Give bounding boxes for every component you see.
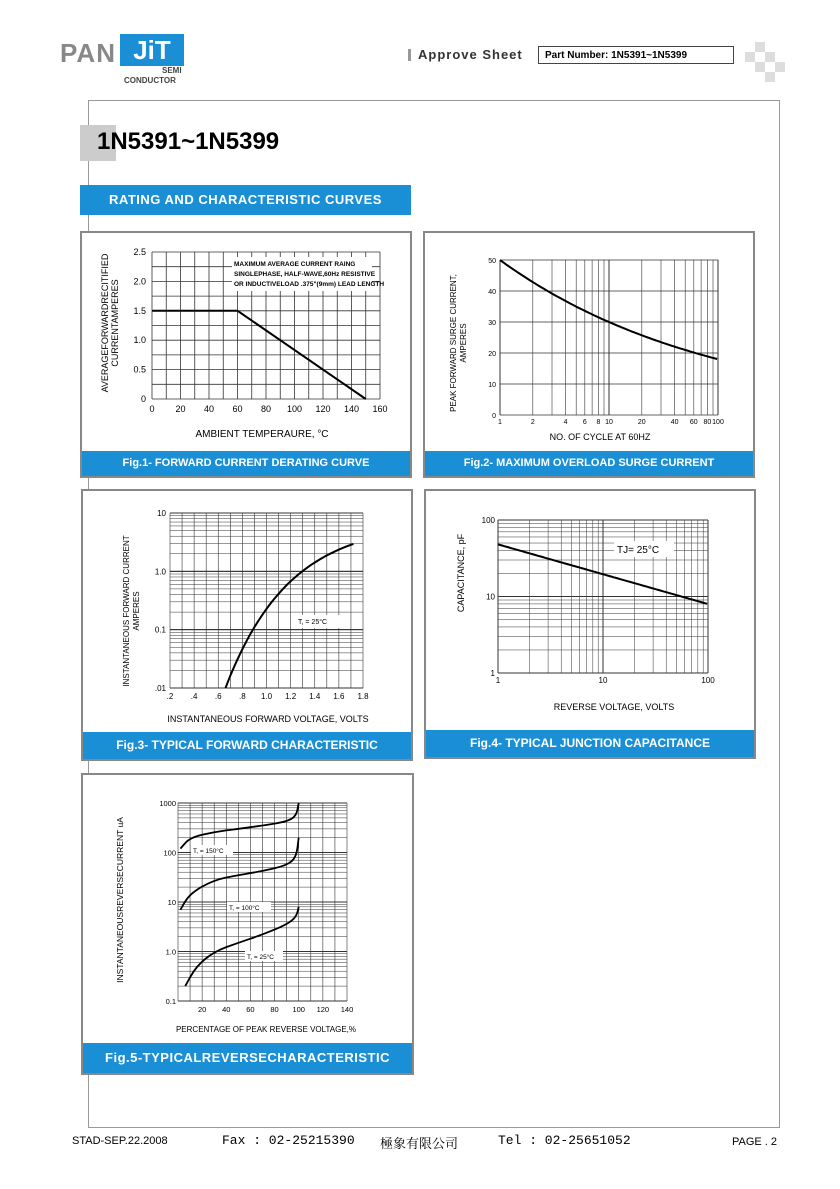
fig5-chart [83, 775, 412, 1045]
fig5-xtick: 20 [197, 1005, 207, 1014]
logo-pan: PAN [60, 38, 116, 68]
fig3-xtick: .4 [190, 692, 198, 701]
fig1-caption: Fig.1- FORWARD CURRENT DERATING CURVE [82, 451, 410, 476]
fig3-xtick: .2 [166, 692, 174, 701]
fig4-ylabel: CAPACITANCE, pF [456, 533, 466, 613]
fig3-caption: Fig.3- TYPICAL FORWARD CHARACTERISTIC [83, 732, 411, 759]
fig3-ylabel: AMPERES [132, 591, 141, 631]
fig2-xtick: 6 [582, 419, 587, 426]
fig1-note-line: OR INDUCTIVELOAD .375"(9mm) LEAD LENGTH [234, 281, 385, 288]
section-header: RATING AND CHARACTERISTIC CURVES [80, 185, 411, 215]
fig2-xtick: 100 [712, 419, 724, 426]
fig5-caption: Fig.5-TYPICALREVERSECHARACTERISTIC [83, 1043, 412, 1073]
fig3-chart [83, 491, 411, 733]
fig5-xtick: 140 [340, 1005, 354, 1014]
fig5-t25-label: T, = 25°C [247, 954, 274, 961]
fig5-ytick: 1000 [159, 799, 176, 808]
fig2-xtick: 20 [637, 419, 646, 426]
fig4-ytick: 10 [486, 592, 495, 602]
fig2-ylabel: PEAK FORWARD SURGE CURRENT, [449, 274, 458, 412]
fig2-xtick: 1 [498, 419, 502, 426]
footer-company: 極象有限公司 [380, 1137, 459, 1152]
fig3-xtick: 1.0 [260, 692, 273, 701]
fig3-panel [81, 489, 413, 761]
fig4-caption: Fig.4- TYPICAL JUNCTION CAPACITANCE [426, 730, 754, 757]
fig1-note-line: SINGLEPHASE, HALF-WAVE,60Hz RESISTIVE [234, 271, 376, 278]
fig3-xtick: .6 [214, 692, 222, 701]
fig1-ytick: 2.0 [133, 276, 146, 287]
fig1-ytick: 1.5 [133, 305, 146, 316]
fig2-chart [425, 233, 753, 453]
logo-conductor: CONDUCTOR [124, 76, 176, 85]
fig5-curve-0 [180, 803, 298, 849]
fig2-ytick: 30 [488, 320, 496, 327]
fig5-xtick: 60 [246, 1005, 255, 1014]
fig5-xtick: 100 [292, 1005, 305, 1014]
fig1-xtick: 60 [232, 404, 243, 414]
approve-bar [408, 49, 411, 61]
footer-doc-id: STAD-SEP.22.2008 [72, 1135, 168, 1147]
fig2-xtick: 8 [596, 419, 601, 426]
page-title: 1N5391~1N5399 [97, 128, 280, 155]
part-number-box: Part Number: 1N5391~1N5399 [538, 46, 734, 64]
fig1-xtick: 100 [286, 404, 303, 414]
logo-jit: JiT [120, 34, 184, 66]
fig5-ytick: 10 [167, 898, 176, 907]
fig2-ytick: 40 [488, 289, 496, 296]
fig3-xtick: 1.8 [357, 692, 369, 701]
fig4-ytick: 1 [490, 669, 495, 678]
fig3-xtick: 1.4 [309, 692, 321, 701]
fig5-xlabel: PERCENTAGE OF PEAK REVERSE VOLTAGE,% [175, 1025, 357, 1034]
fig2-ytick: 10 [488, 382, 496, 389]
fig1-ytick: 0 [140, 394, 146, 404]
fig1-xtick: 160 [372, 404, 388, 414]
fig4-xtick: 100 [701, 676, 715, 685]
fig1-xtick: 20 [175, 404, 186, 414]
fig3-ytick: 0.1 [154, 625, 166, 635]
fig4-xlabel: REVERSE VOLTAGE, VOLTS [553, 702, 675, 712]
fig1-xtick: 40 [203, 404, 215, 414]
fig5-xtick: 40 [222, 1005, 231, 1014]
fig4-ytick: 100 [481, 516, 495, 525]
fig1-xlabel: AMBIENT TEMPERAURE, °C [195, 429, 329, 440]
fig4-xtick: 10 [598, 676, 608, 685]
fig3-ylabel: INSTANTANEOUS FORWARD CURRENT [122, 535, 131, 687]
fig5-ylabel: INSTANTANEOUSREVERSECURRENT uA [115, 817, 125, 983]
fig1-note-line: MAXIMUM AVERAGE CURRENT RAING [234, 261, 356, 268]
fig3-ytick: 10 [157, 509, 166, 518]
footer-page: PAGE . 2 [732, 1136, 778, 1148]
footer-tel: Tel : 02-25651052 [498, 1133, 631, 1148]
fig1-chart [82, 233, 410, 453]
fig1-xtick: 140 [343, 404, 360, 414]
checker-pattern [745, 42, 785, 82]
fig5-ytick: 100 [163, 848, 176, 858]
fig1-xtick: 80 [260, 404, 272, 414]
fig1-ytick: 0.5 [133, 364, 146, 375]
fig2-xtick: 10 [605, 419, 613, 426]
fig4-temp-label: TJ= 25°C [617, 545, 660, 556]
fig3-xtick: 1.2 [285, 692, 297, 701]
fig1-ylabel: CURRENTAMPERES [110, 279, 120, 367]
fig3-ytick: .01 [154, 684, 166, 693]
fig3-xlabel: INSTANTANEOUS FORWARD VOLTAGE, VOLTS [167, 714, 369, 724]
fig2-xtick: 60 [689, 419, 698, 426]
fig2-xtick: 80 [703, 419, 712, 426]
fig2-xtick: 4 [563, 419, 568, 426]
fig1-ytick: 2.5 [133, 247, 146, 257]
fig1-xtick: 120 [315, 404, 331, 414]
logo-semi: SEMI [162, 66, 182, 75]
fig5-ytick: 1.0 [165, 947, 176, 957]
fig3-xtick: .8 [239, 692, 246, 701]
fig2-caption: Fig.2- MAXIMUM OVERLOAD SURGE CURRENT [425, 451, 753, 476]
fig1-panel [80, 231, 412, 478]
fig5-xtick: 120 [316, 1005, 330, 1014]
fig3-xtick: 1.6 [333, 692, 345, 701]
fig5-ytick: 0.1 [165, 997, 176, 1006]
fig2-xlabel: NO. OF CYCLE AT 60HZ [549, 432, 651, 442]
fig4-panel [424, 489, 756, 759]
approve-sheet-label: Approve Sheet [418, 47, 523, 62]
fig1-xtick: 0 [149, 404, 155, 414]
fig5-xtick: 80 [270, 1005, 279, 1014]
fig2-ytick: 20 [488, 351, 496, 358]
fig2-ytick: 0 [492, 413, 496, 420]
fig4-chart [426, 491, 754, 731]
fig5-t100-label: T, = 100°C [229, 905, 260, 912]
fig4-xtick: 1 [495, 676, 501, 685]
fig3-temp-label: T, = 25°C [298, 619, 328, 626]
fig2-ylabel: AMPERES [459, 323, 468, 363]
fig3-ytick: 1.0 [154, 567, 166, 577]
fig5-panel [81, 773, 414, 1075]
fig2-panel [423, 231, 755, 478]
fig1-ytick: 1.0 [133, 335, 146, 346]
fig2-xtick: 40 [670, 419, 679, 426]
fig1-ylabel: AVERAGEFORWARDRECITIFIED [100, 253, 110, 393]
fig2-ytick: 50 [488, 258, 496, 265]
fig2-xtick: 2 [530, 419, 535, 426]
footer-fax: Fax : 02-25215390 [222, 1133, 355, 1148]
fig5-t150-label: T, = 150°C [193, 848, 224, 855]
